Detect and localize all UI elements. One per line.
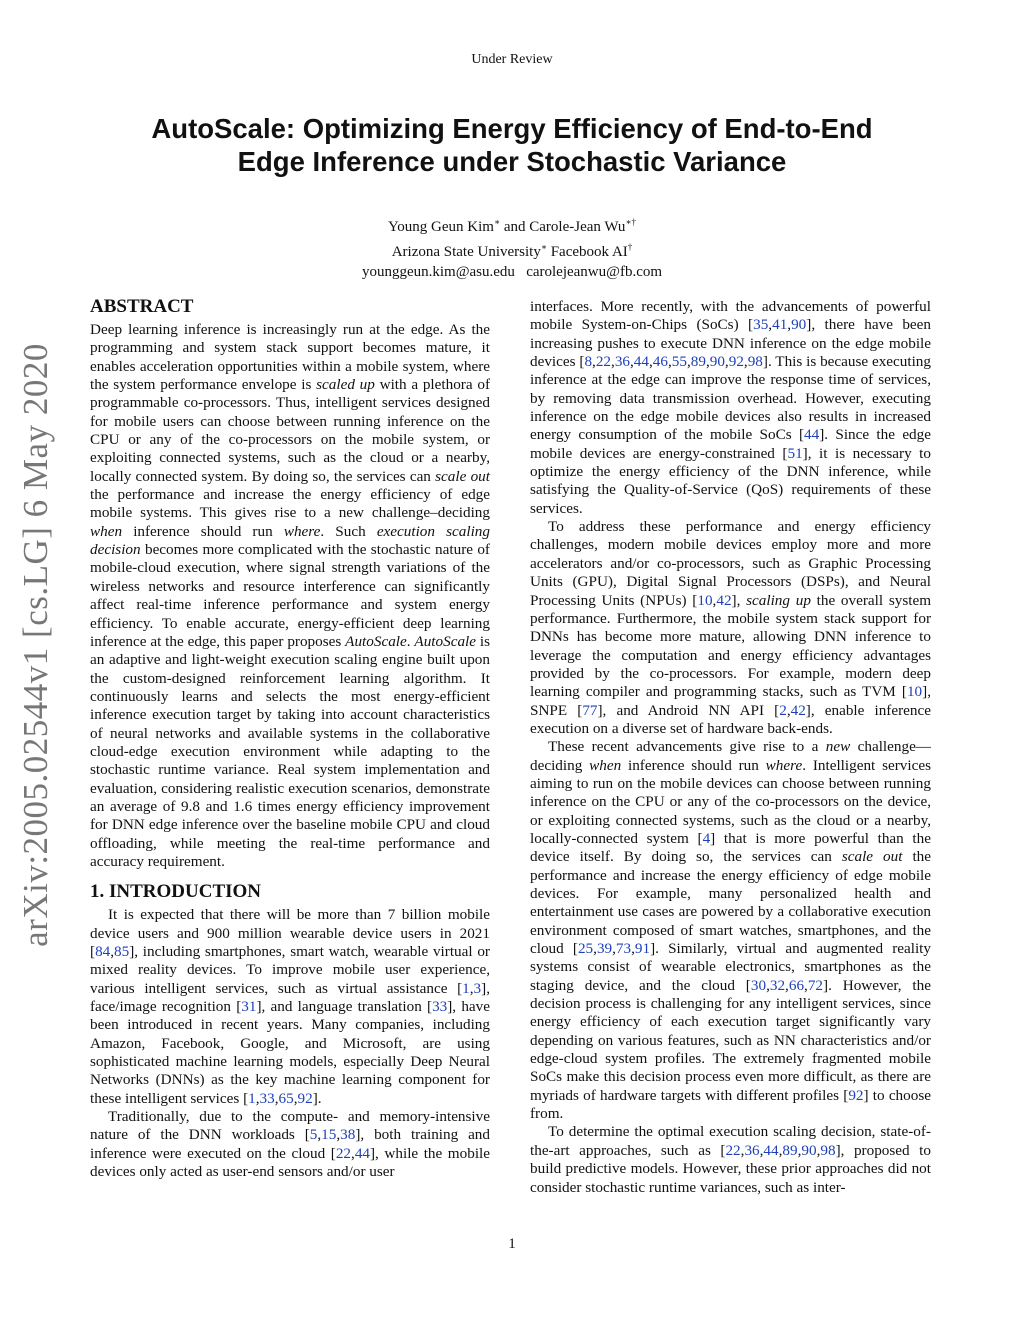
citation-link[interactable]: 72 <box>807 976 824 994</box>
citation-link[interactable]: 44 <box>763 1141 779 1159</box>
citation-link[interactable]: 36 <box>614 353 630 371</box>
citation-link[interactable]: 65 <box>278 1089 294 1107</box>
citation-link[interactable]: 30 <box>750 976 767 994</box>
author-and: and <box>500 219 530 235</box>
introduction-heading: 1. INTRODUCTION <box>90 881 262 903</box>
intro-paragraph-6: To determine the optimal execution scaling decision, state-of-the-art approaches, such as [22,36,44,89,90,98], proposed to build predictive models. However, these prior approaches did not consider stochastic runtime variances, such as inter- <box>530 1123 931 1196</box>
title-line-1: AutoScale: Optimizing Energy Efficiency of End-to-End <box>151 113 873 144</box>
email-2[interactable]: carolejeanwu@fb.com <box>526 264 663 280</box>
author-names: Young Geun Kim∗ and Carole-Jean Wu∗† <box>387 217 637 235</box>
citation-link[interactable]: 3 <box>473 979 482 997</box>
citation-link[interactable]: 33 <box>432 998 448 1016</box>
citation-link[interactable]: 31 <box>241 998 257 1016</box>
citation-link[interactable]: 4 <box>702 829 711 847</box>
author-block <box>0 212 1024 282</box>
running-header: Under Review <box>471 52 553 67</box>
citation-link[interactable]: 10 <box>906 683 923 701</box>
left-column <box>90 296 490 1181</box>
paper-title <box>60 112 964 178</box>
citation-link[interactable]: 2 <box>779 701 787 719</box>
citation-link[interactable]: 51 <box>787 444 803 462</box>
citation-link[interactable]: 90 <box>801 1141 817 1159</box>
citation-link[interactable]: 66 <box>788 976 805 994</box>
email-1[interactable]: younggeun.kim@asu.edu <box>361 264 515 280</box>
intro-paragraph-4: To address these performance and energy efficiency challenges, modern mobile devices employ more and more accelerators and/or co-processors, such as Graphic Processing Units (GPU), Digital Signal Processors (DSPs), and Neural Processing Units (NPUs) [10,42], scaling up the overall system performance. Furthermore, the mobile system stack support for DNNs has become more mature, allowing DNN inference to leverage the computation and energy efficiency advantages provided by the co-processors. For example, modern deep learning compiler and programming stacks, such as TVM [10], SNPE [77], and Android NN API [2,42], enable inference execution on a diverse set of hardware back-ends. <box>530 518 932 737</box>
citation-link[interactable]: 92 <box>848 1086 864 1104</box>
arxiv-identifier[interactable]: arXiv:2005.02544v1 [cs.LG] 6 May 2020 <box>16 343 55 947</box>
citation-link[interactable]: 90 <box>791 316 807 334</box>
citation-link[interactable]: 8 <box>584 353 593 371</box>
citation-link[interactable]: 89 <box>782 1141 798 1159</box>
citation-link[interactable]: 90 <box>709 353 725 371</box>
intro-paragraph-1: It is expected that there will be more than 7 billion mobile device users and 900 million wearable device users in 2021 [84,85], including smartphones, smart watch, wearable virtual or mixed reality devices. To improve mobile user experience, various intelligent services, such as virtual assistance [1,3], face/image recognition [31], and language translation [33], have been introduced in recent years. Many companies, including Amazon, Facebook, Google, and Microsoft, are using sophisticated machine learning models, especially Deep Neural Networks (DNNs) as the key machine learning component for these intelligent services [1,33,65,92]. <box>90 906 490 1107</box>
citation-link[interactable]: 44 <box>354 1144 370 1162</box>
citation-link[interactable]: 22 <box>335 1144 352 1162</box>
citation-link[interactable]: 42 <box>716 591 732 609</box>
citation-link[interactable]: 85 <box>114 943 130 960</box>
citation-link[interactable]: 39 <box>596 940 613 958</box>
intro-paragraph-5: These recent advancements give rise to a new challenge—deciding when inference should run where. Intelligent services aiming to run on the mobile devices can choose between running inference on the CPU or any of the co-processors on the device, or exploiting connected systems, such as the cloud or a nearby, locally-connected system [4] that is more powerful than the device itself. By doing so, the services can scale out the performance and increase the energy efficiency of edge mobile devices. For example, many personalized health and entertainment use cases are powered by a collaborative execution environment composed of smart watches, smartphones, and the cloud [25,39,73,91]. Similarly, virtual and augmented reality systems consist of wearable electronics, smartphones as the staging device, and the cloud [30,32,66,72]. However, the decision process is challenging for any intelligent services, since energy efficiency of each execution target significantly vary depending on various features, such as NN characteristics and/or edge-cloud system profiles. The extremely fragmented mobile SoCs make this decision process even more difficult, as there are myriads of hardware targets with different profiles [92] to choose from. <box>530 738 931 1123</box>
citation-link[interactable]: 33 <box>259 1089 275 1107</box>
affiliation-1: Arizona State University <box>391 244 541 260</box>
citation-link[interactable]: 10 <box>697 591 713 609</box>
affiliation-2: Facebook AI <box>546 244 628 260</box>
citation-link[interactable]: 55 <box>671 353 687 371</box>
citation-link[interactable]: 22 <box>725 1141 741 1159</box>
citation-link[interactable]: 46 <box>652 353 668 371</box>
citation-link[interactable]: 38 <box>340 1126 356 1144</box>
citation-link[interactable]: 92 <box>297 1089 313 1107</box>
citation-link[interactable]: 44 <box>804 426 820 444</box>
citation-link[interactable]: 36 <box>744 1141 760 1159</box>
citation-link[interactable]: 22 <box>595 353 612 371</box>
citation-link[interactable]: 77 <box>582 701 598 719</box>
intro-paragraph-3: interfaces. More recently, with the advancements of powerful mobile System-on-Chips (SoCs) [35,41,90], there have been increasing pushes to execute DNN inference on the edge mobile devices [8,22,36,44,46,55,89,90,92,98]. This is because executing inference at the edge can improve the response time of services, by removing data transmission overhead. However, executing inference on the edge mobile devices also results in increased energy consumption of the mobile SoCs [44]. Since the edge mobile devices are energy-constrained [51], it is necessary to optimize the energy efficiency of the DNN inference, while satisfying the Quality-of-Service (QoS) requirements of these services. <box>530 298 931 517</box>
citation-link[interactable]: 15 <box>321 1126 337 1144</box>
citation-link[interactable]: 5 <box>309 1126 318 1144</box>
intro-paragraph-2: Traditionally, due to the compute- and memory-intensive nature of the DNN workloads [5,15,38], both training and inference were executed on the cloud [22,44], while the mobile devices only acted as user-end sensors and/or user <box>90 1108 490 1181</box>
page-number: 1 <box>508 1236 516 1252</box>
arxiv-sidebar <box>6 343 66 947</box>
citation-link[interactable]: 73 <box>615 940 632 958</box>
author-1: Young Geun Kim <box>387 219 494 235</box>
citation-link[interactable]: 35 <box>753 316 769 334</box>
right-column <box>530 298 931 1197</box>
abstract-text: Deep learning inference is increasingly run at the edge. As the programming and system stack support becomes mature, it enables acceleration opportunities within a mobile system, where the system performance envelope is scaled up with a plethora of programmable co-processors. Thus, intelligent services designed for mobile users can choose between running inference on the CPU or any of the co-processors on the mobile system, or exploiting connected systems, such as the cloud or a nearby, locally connected system. By doing so, the services can scale out the performance and increase the energy efficiency of edge mobile systems. This gives rise to a new challenge–deciding when inference should run where. Such execution scaling decision becomes more complicated with the stochastic nature of mobile-cloud execution, where signal strength variations of the wireless networks and resource interference can significantly affect real-time inference performance and system energy efficiency. To enable accurate, energy-efficient deep learning inference at the edge, this paper proposes AutoScale. AutoScale is an adaptive and light-weight execution scaling engine built upon the custom-designed reinforcement learning algorithm. It continuously learns and selects the most energy-efficient inference execution target by taking into account characteristics of neural networks and available systems in the collaborative cloud-edge execution environment while adapting to the stochastic runtime variance. Real system implementation and evaluation, considering realistic execution scenarios, demonstrate an average of 9.8 and 1.6 times energy efficiency improvement for DNN edge inference over the baseline mobile CPU and cloud offloading, while meeting the real-time performance and accuracy requirement. <box>90 321 490 870</box>
citation-link[interactable]: 89 <box>690 353 706 371</box>
citation-link[interactable]: 1 <box>248 1089 256 1107</box>
affiliations: Arizona State University∗ Facebook AI† <box>391 242 633 260</box>
emails <box>0 262 1024 282</box>
citation-link[interactable]: 98 <box>820 1141 836 1159</box>
author-2: Carole-Jean Wu <box>529 219 626 235</box>
citation-link[interactable]: 1 <box>462 979 470 997</box>
abstract-heading: ABSTRACT <box>90 296 194 317</box>
citation-link[interactable]: 84 <box>95 943 111 960</box>
citation-link[interactable]: 42 <box>790 701 806 719</box>
citation-link[interactable]: 91 <box>634 940 651 958</box>
citation-link[interactable]: 32 <box>769 976 786 994</box>
citation-link[interactable]: 98 <box>747 353 763 371</box>
citation-link[interactable]: 41 <box>772 316 788 334</box>
title-line-2: Edge Inference under Stochastic Variance <box>237 146 787 177</box>
citation-link[interactable]: 92 <box>728 353 744 371</box>
citation-link[interactable]: 25 <box>577 940 594 958</box>
citation-link[interactable]: 44 <box>633 353 649 371</box>
